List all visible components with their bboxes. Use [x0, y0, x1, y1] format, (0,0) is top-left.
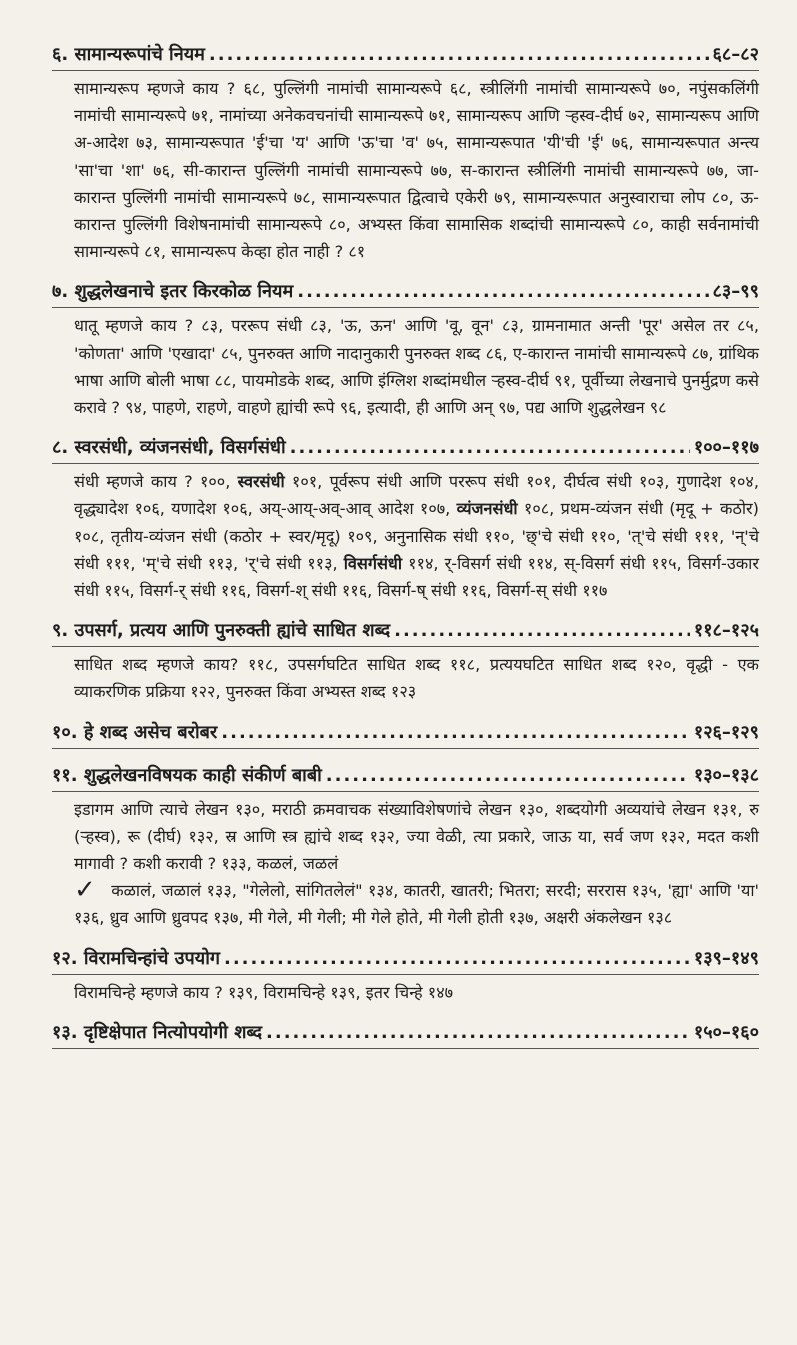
dot-leader: [224, 948, 690, 969]
dot-leader: [394, 620, 690, 641]
dot-leader: [266, 1022, 690, 1043]
toc-section: [52, 279, 759, 421]
toc-section: [52, 42, 759, 265]
page-range: १३०–१३८: [693, 764, 759, 786]
page-range: ८३–९९: [712, 281, 759, 303]
section-heading: [52, 720, 759, 749]
page-range: १३९–१४९: [693, 947, 759, 969]
section-title: ६. सामान्यरूपांचे नियम: [52, 44, 205, 65]
section-contents: [52, 651, 759, 705]
contents-text: साधित शब्द म्हणजे काय? ११८, उपसर्गघटित साधित शब्द ११८, प्रत्ययघटित साधित शब्द १२०, वृद्धी - एक व्याकरणिक प्रक्रिया १२२, पुनरुक्त किंवा अभ्यस्त शब्द १२३: [74, 655, 759, 702]
section-contents: [52, 75, 759, 265]
page-range: ११८–१२५: [693, 620, 759, 642]
bold-term: व्यंजनसंधी: [456, 499, 518, 519]
dot-leader: [209, 44, 709, 65]
section-contents: [52, 468, 759, 604]
section-heading: [52, 946, 759, 975]
toc-section: [52, 720, 759, 749]
section-heading: [52, 1020, 759, 1049]
dot-leader: [221, 722, 690, 743]
section-title: ८. स्वरसंधी, व्यंजनसंधी, विसर्गसंधी: [52, 437, 286, 459]
section-contents: [52, 312, 759, 421]
section-title: ७. शुद्धलेखनाचे इतर किरकोळ नियम: [52, 281, 294, 303]
toc-section: [52, 435, 759, 604]
toc-section: [52, 1020, 759, 1049]
section-heading: [52, 279, 759, 308]
contents-text: धातू म्हणजे काय ? ८३, पररूप संधी ८३, 'ऊ, ऊन' आणि 'वू, वून' ८३, ग्रामनामात अन्ती 'पूर' असेल तर ८५, 'कोणता' आणि 'एखादा' ८५, पुनरुक्त आणि नादानुकारी पुनरुक्त शब्द ८६, ए-कारान्त नामांची सामान्यरूपे ८७, ग्रांथिक भाषा आणि बोली भाषा ८८, पायमोडके शब्द, आणि इंग्लिश शब्दांमधील ऱ्हस्व-दीर्घ ९१, पूर्वीच्या लेखनाचे पुनर्मुद्रण कसे करावे ? ९४, पाहणे, राहणे, वाहणे ह्यांची रूपे ९६, इत्यादी, ही आणि अन् ९७, पद्य आणि शुद्धलेखन ९८: [74, 316, 759, 418]
contents-text: विरामचिन्हे म्हणजे काय ? १३९, विरामचिन्हे १३९, इतर चिन्हे १४७: [74, 982, 454, 1002]
contents-text: १०१, पूर्वरूप संधी आणि पररूप संधी १०१, दीर्घत्व संधी १०३, गुणादेश १०४, वृद्ध्यादेश १०६, यणादेश १०६, अय्-आय्-अव्-आव् आदेश १०७,: [74, 472, 759, 519]
contents-text: कळालं, जळालं १३३, "गेलेलो, सांगितलेलं" १३४, कातरी, खातरी; भितरा; सरदी; सररास १३५, 'ह्या' आणि 'या' १३६, ध्रुव आणि ध्रुवपद १३७, मी गेले, मी गेली; मी गेले होते, मी गेली होती १३७, अक्षरी अंकलेखन १३८: [74, 881, 759, 928]
dot-leader: [326, 765, 690, 786]
checkmark-icon: ✓: [74, 875, 96, 906]
section-heading: [52, 42, 759, 71]
toc-section: [52, 618, 759, 705]
contents-text: संधी म्हणजे काय ? १००,: [74, 472, 238, 492]
section-contents: [52, 979, 759, 1006]
dot-leader: [297, 281, 708, 302]
contents-text: ११४, र्-विसर्ग संधी ११४, स्-विसर्ग संधी ११५, विसर्ग-उकार संधी ११५, विसर्ग-र् संधी ११६, विसर्ग-श् संधी ११६, विसर्ग-ष् संधी ११६, विसर्ग-स् संधी ११७: [74, 553, 759, 601]
page-range: १००–११७: [693, 437, 759, 459]
page-range: ६८–८२: [712, 44, 759, 65]
section-title: ११. शुद्धलेखनविषयक काही संकीर्ण बाबी: [52, 764, 322, 786]
contents-text: सामान्यरूप म्हणजे काय ? ६८, पुल्लिंगी नामांची सामान्यरूपे ६८, स्त्रीलिंगी नामांची सामान्यरूपे ७०, नपुंसकलिंगी नामांची सामान्यरूपे ७१, नामांच्या अनेकवचनांची सामान्यरूपे ७१, सामान्यरूप आणि ऱ्हस्व-दीर्घ ७२, सामान्यरूप आणि अ-आदेश ७३, सामान्यरूपात 'ई'चा 'य' आणि 'ऊ'चा 'व' ७५, सामान्यरूपात 'यी'ची 'ई' ७६, सामान्यरूपात अन्त्य 'सा'चा 'शा' ७६, सी-कारान्त पुल्लिंगी नामांची सामान्यरूपे ७७, स-कारान्त स्त्रीलिंगी नामांची सामान्यरूपे ७७, जा-कारान्त पुल्लिंगी नामांची सामान्यरूपे ७८, सामान्यरूपात द्वित्वाचे एकेरी ७९, सामान्यरूपात अनुस्वाराचा लोप ८०, ऊ-कारान्त पुल्लिंगी विशेषनामांची सामान्यरूपे ८०, अभ्यस्त किंवा सामासिक शब्दांची सामान्यरूपे ८०, काही सर्वनामांची सामान्यरूपे ८१, सामान्यरूप केव्हा होत नाही ? ८१: [74, 79, 759, 262]
toc-section: [52, 946, 759, 1006]
section-title: १३. दृष्टिक्षेपात नित्योपयोगी शब्द: [52, 1021, 263, 1043]
section-heading: [52, 618, 759, 647]
contents-text: १०८, प्रथम-व्यंजन संधी (मृदू + कठोर) १०८, तृतीय-व्यंजन संधी (कठोर + स्वर/मृदू) १०९, अनुनासिक संधी ११०, 'छ्'चे संधी ११०, 'त्'चे संधी १११, 'न्'चे संधी १११, 'म्'चे संधी ११३, 'र्'चे संधी ११३,: [74, 499, 759, 573]
bold-term: स्वरसंधी: [237, 472, 285, 492]
page-range: १५०–१६०: [693, 1021, 759, 1043]
section-title: १०. हे शब्द असेच बरोबर: [52, 721, 218, 743]
page-range: १२६–१२९: [693, 721, 759, 743]
section-contents: [52, 796, 759, 932]
bold-term: विसर्गसंधी: [343, 553, 403, 573]
section-heading: [52, 435, 759, 464]
toc-section: [52, 763, 759, 932]
dot-leader: [290, 437, 690, 458]
section-title: ९. उपसर्ग, प्रत्यय आणि पुनरुक्ती ह्यांचे साधित शब्द: [52, 620, 391, 642]
section-title: १२. विरामचिन्हांचे उपयोग: [52, 947, 220, 969]
contents-text: इडागम आणि त्याचे लेखन १३०, मराठी क्रमवाचक संख्याविशेषणांचे लेखन १३०, शब्दयोगी अव्ययांचे लेखन १३१, रु (ऱ्हस्व), रू (दीर्घ) १३२, स्र आणि स्त्र ह्यांचे शब्द १३२, ज्या वेळी, त्या प्रकारे, जाऊ या, सर्व जण १३२, मदत कशी मागावी ? कशी करावी ? १३३, कळलं, जळलं: [74, 799, 759, 874]
section-heading: [52, 763, 759, 792]
